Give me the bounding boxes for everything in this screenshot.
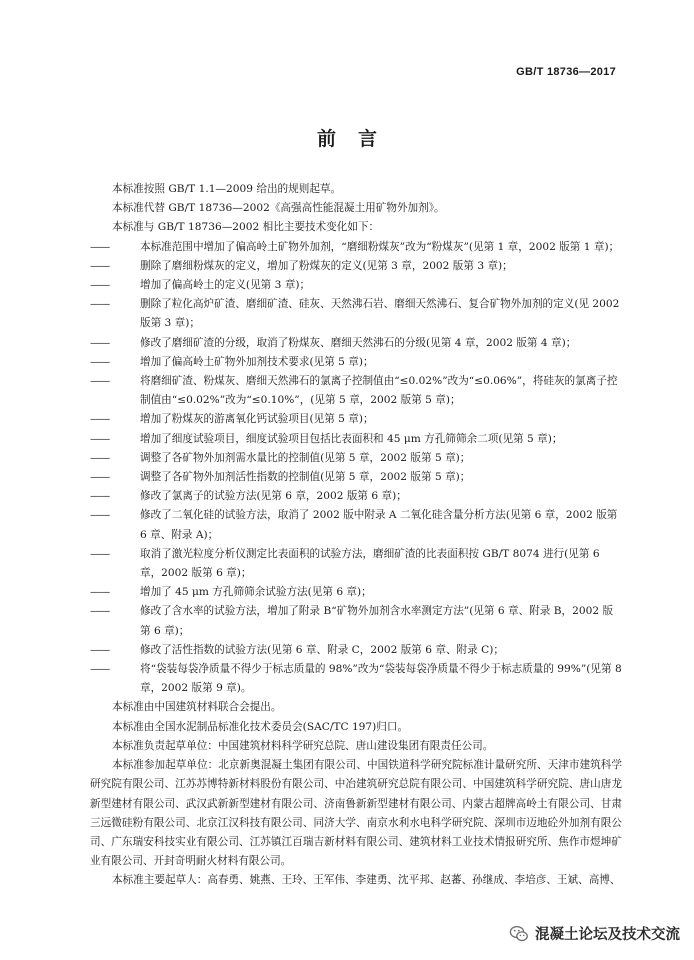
list-item-text: 修改了活性指数的试验方法(见第 6 章、附录 C，2002 版第 6 章、附录 C)； <box>140 643 504 656</box>
list-item-text: 增加了细度试验项目，细度试验项目包括比表面积和 45 μm 方孔筛筛余二项(见第 5 章)； <box>140 432 563 445</box>
dash-marker: —— <box>90 509 110 522</box>
dash-marker: —— <box>90 336 110 349</box>
list-item <box>90 295 622 333</box>
list-item-text: 修改了磨细矿渣的分级，取消了粉煤灰、磨细天然沸石的分级(见第 4 章，2002 版第 4 章)； <box>140 336 577 349</box>
list-item <box>90 506 622 544</box>
dash-marker: —— <box>90 490 110 503</box>
paragraph: 本标准由中国建筑材料联合会提出。 <box>112 701 282 714</box>
list-item-text: 增加了偏高岭土矿物外加剂技术要求(见第 5 章)； <box>140 355 374 368</box>
dash-marker: —— <box>90 240 110 253</box>
dash-marker: —— <box>90 413 110 426</box>
paragraph: 本标准参加起草单位：北京新奥混凝土集团有限公司、中国铁道科学研究院标准计量研究所、天津市建筑科学研究院有限公司、江苏苏博特新材料股份有限公司、中冶建筑研究总院有限公司、中国建筑科学研究院、唐山唐龙新型建材有限公司、武汉武新新型建材有限公司、济南鲁新新型建材有限公司、内蒙古超牌高岭土有限公司、甘肃三远微硅粉有限公司、北京江汉科技有限公司、同济大学、南京水利水电科学研究院、深圳市迈地砼外加剂有限公司、广东瑞安科技实业有限公司、江苏镇江百瑞吉新材料有限公司、建筑材料工业技术情报研究所、焦作市煜坤矿业有限公司、开封奇明耐火材料有限公司。 <box>90 759 622 868</box>
change-list <box>90 238 622 699</box>
paragraph: 本标准主要起草人：高春勇、姚燕、王玲、王军伟、李建勇、沈平邦、赵蕃、孙继成、李培彦、王斌、高博、 <box>112 874 621 887</box>
dash-marker: —— <box>90 471 110 484</box>
watermark <box>509 923 680 944</box>
dash-marker: —— <box>90 375 110 388</box>
list-item <box>90 410 622 429</box>
list-item-text: 删除了磨细粉煤灰的定义，增加了粉煤灰的定义(见第 3 章，2002 版第 3 章)； <box>140 259 513 272</box>
paragraph: 本标准代替 GB/T 18736—2002《高强高性能混凝土用矿物外加剂》。 <box>112 202 445 215</box>
paragraph: 本标准由全国水泥制品标准化技术委员会(SAC/TC 197)归口。 <box>112 720 409 733</box>
list-item <box>90 353 622 372</box>
list-item <box>90 276 622 295</box>
list-item-text: 调整了各矿物外加剂需水量比的控制值(见第 5 章，2002 版第 5 章)； <box>140 451 471 464</box>
dash-marker: —— <box>90 663 110 676</box>
list-item <box>90 660 622 698</box>
wechat-icon <box>509 924 529 944</box>
list-item-text: 将“袋装每袋净质量不得少于标志质量的 98%”改为“袋装每袋净质量不得少于标志质量的 99%”(见第 8 章，2002 版第 9 章)。 <box>140 663 622 695</box>
list-item-text: 增加了粉煤灰的游离氧化钙试验项目(见第 5 章)； <box>140 413 374 426</box>
paragraph: 本标准按照 GB/T 1.1—2009 给出的规则起草。 <box>112 183 342 195</box>
dash-marker: —— <box>90 432 110 445</box>
list-item-text: 修改了氯离子的试验方法(见第 6 章，2002 版第 6 章)； <box>140 490 407 503</box>
dash-marker: —— <box>90 547 110 560</box>
list-item-text: 删除了粒化高炉矿渣、磨细矿渣、硅灰、天然沸石岩、磨细天然沸石、复合矿物外加剂的定义(见 2002 版第 3 章)； <box>140 298 620 330</box>
page-title: 前言 <box>316 128 399 150</box>
list-item-text: 取消了激光粒度分析仪测定比表面积的试验方法，磨细矿渣的比表面积按 GB/T 8074 进行(见第 6 章，2002 版第 6 章)； <box>140 547 600 580</box>
paragraph: 本标准与 GB/T 18736—2002 相比主要技术变化如下： <box>112 221 380 234</box>
list-item <box>90 334 622 353</box>
list-item <box>90 583 622 602</box>
list-item <box>90 468 622 487</box>
dash-marker: —— <box>90 643 110 656</box>
dash-marker: —— <box>90 298 110 311</box>
dash-marker: —— <box>90 586 110 599</box>
list-item-text: 本标准范围中增加了偏高岭土矿物外加剂，“磨细粉煤灰”改为“粉煤灰”(见第 1 章，2002 版第 1 章)； <box>140 240 620 253</box>
list-item-text: 增加了偏高岭土的定义(见第 3 章)； <box>140 279 311 292</box>
dash-marker: —— <box>90 259 110 272</box>
list-item-text: 修改了含水率的试验方法，增加了附录 B“矿物外加剂含水率测定方法”(见第 6 章、附录 B，2002 版第 6 章)； <box>140 605 614 637</box>
list-item <box>90 641 622 660</box>
list-item <box>90 430 622 449</box>
document-body <box>90 180 622 891</box>
list-item <box>90 449 622 468</box>
dash-marker: —— <box>90 355 110 368</box>
dash-marker: —— <box>90 605 110 618</box>
list-item-text: 调整了各矿物外加剂活性指数的控制值(见第 5 章，2002 版第 5 章)； <box>140 471 471 484</box>
list-item <box>90 545 622 583</box>
list-item-text: 修改了二氧化硅的试验方法，取消了 2002 版中附录 A 二氧化硅含量分析方法(见第 6 章，2002 版第 6 章、附录 A)； <box>140 509 618 541</box>
watermark-text: 混凝土论坛及技术交流 <box>535 927 680 943</box>
list-item <box>90 257 622 276</box>
standard-code: GB/T 18736—2017 <box>516 66 616 78</box>
paragraph: 本标准负责起草单位：中国建筑材料科学研究总院、唐山建设集团有限责任公司。 <box>112 739 494 752</box>
list-item <box>90 372 622 410</box>
list-item <box>90 238 622 257</box>
list-item-text: 增加了 45 μm 方孔筛筛余试验方法(见第 6 章)； <box>140 586 372 599</box>
dash-marker: —— <box>90 451 110 464</box>
list-item-text: 将磨细矿渣、粉煤灰、磨细天然沸石的氯离子控制值由“≤0.02%”改为“≤0.06%”，将硅灰的氯离子控制值由“≤0.02%”改为“≤0.10%”，(见第 5 章，2002 版第 5 章)； <box>140 375 618 407</box>
list-item <box>90 602 622 640</box>
list-item <box>90 487 622 506</box>
dash-marker: —— <box>90 279 110 292</box>
